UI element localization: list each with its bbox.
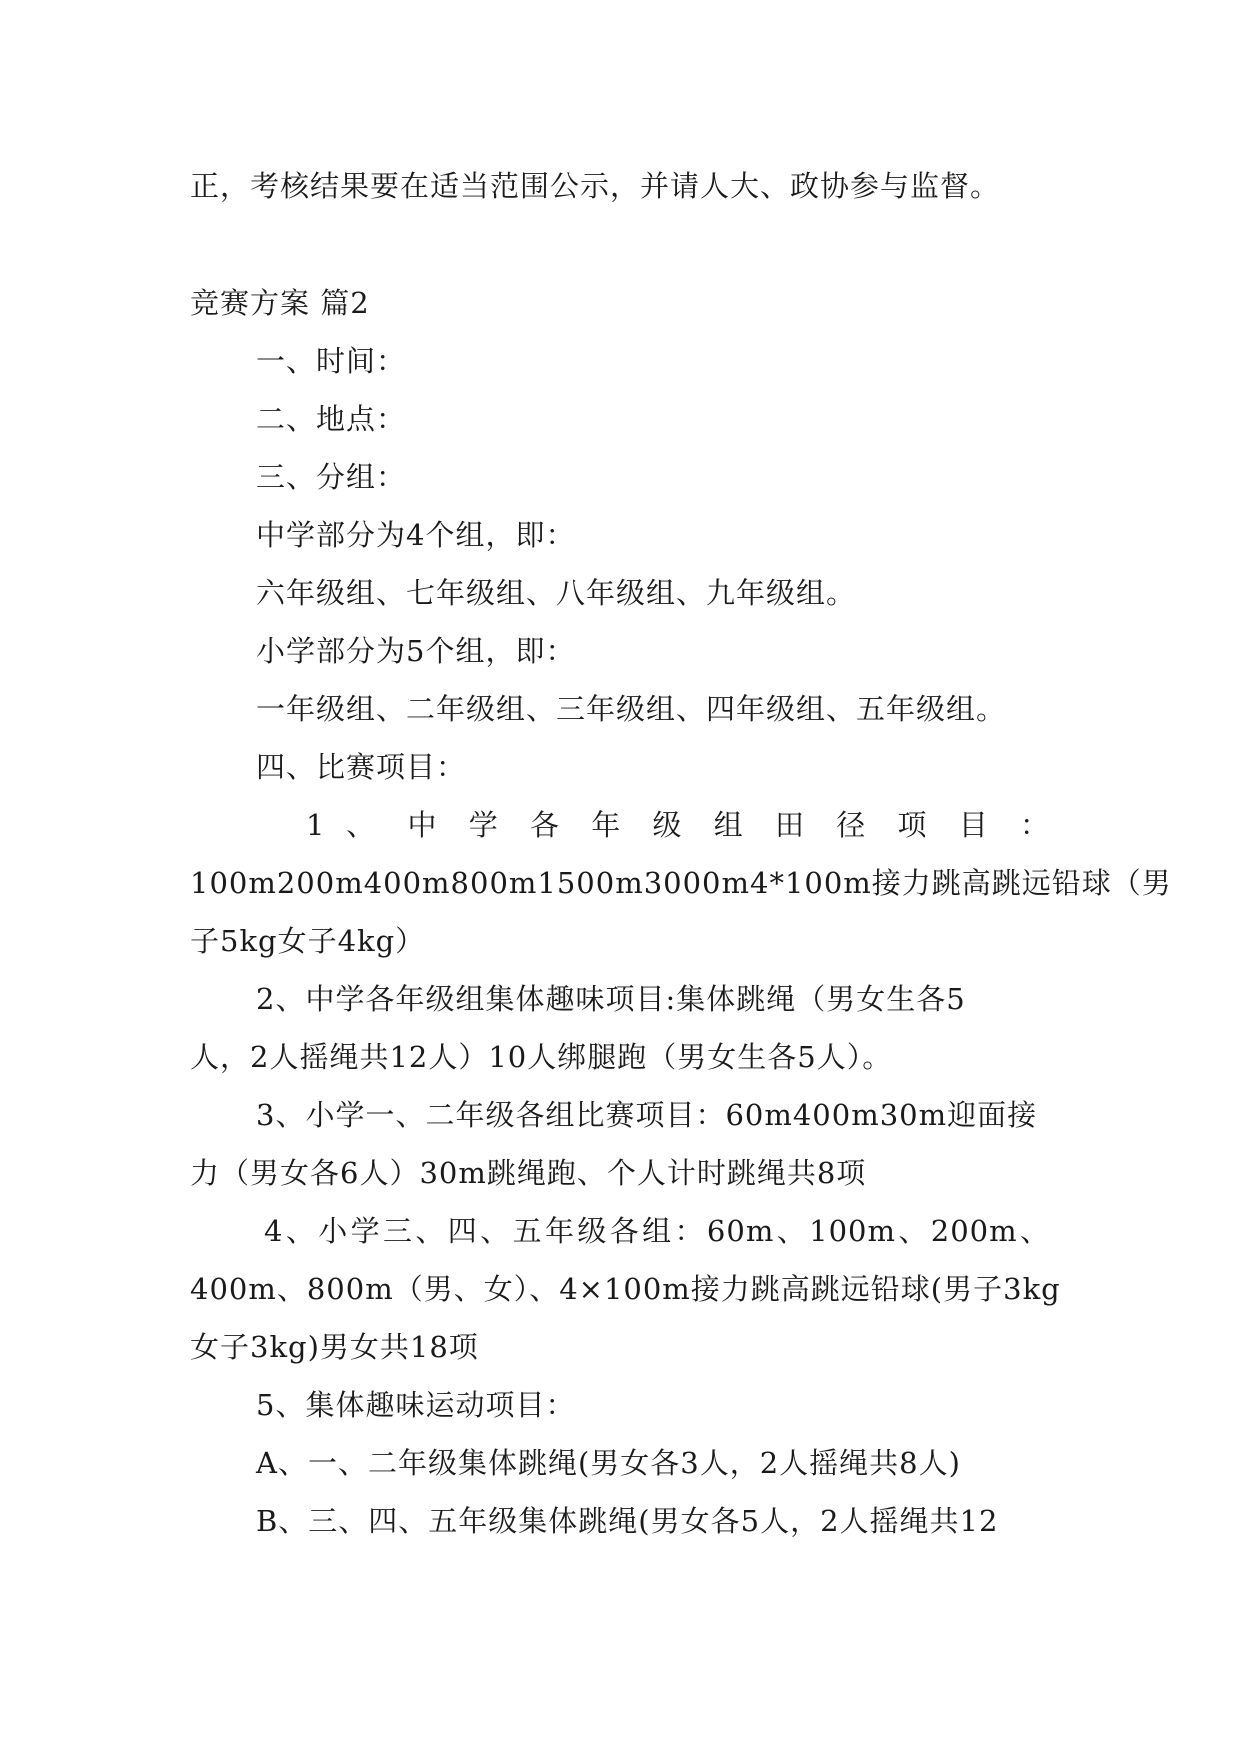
paragraph-line: 4、小学三、四、五年级各组：60m、100m、200m、 (264, 1214, 1050, 1248)
paragraph-line: 一年级组、二年级组、三年级组、四年级组、五年级组。 (256, 692, 1007, 726)
paragraph-line: 3、小学一、二年级各组比赛项目：60m400m30m迎面接 (256, 1098, 1038, 1132)
paragraph-line: 四、比赛项目： (256, 750, 467, 784)
paragraph-line: 400m、800m（男、女）、4×100m接力跳高跳远铅球(男子3kg (190, 1272, 1061, 1306)
paragraph-line: 正，考核结果要在适当范围公示，并请人大、政协参与监督。 (190, 169, 1001, 203)
paragraph-line: A、一、二年级集体跳绳(男女各3人，2人摇绳共8人) (256, 1446, 961, 1480)
paragraph-line: 三、分组： (256, 460, 407, 494)
paragraph-line: 中学部分为4个组，即： (256, 518, 576, 552)
paragraph-line: 一、时间： (256, 344, 407, 378)
paragraph-line: 子5kg女子4kg） (190, 924, 426, 958)
paragraph-line: 100m200m400m800m1500m3000m4*100m接力跳高跳远铅球（男 (190, 866, 1172, 900)
paragraph-line: 1 、 中 学 各 年 级 组 田 径 项 目 ： (306, 808, 1050, 842)
paragraph-line: 2、中学各年级组集体趣味项目:集体跳绳（男女生各5 (256, 982, 966, 1016)
paragraph-line: 女子3kg)男女共18项 (190, 1330, 479, 1364)
paragraph-line: 5、集体趣味运动项目： (256, 1388, 576, 1422)
paragraph-line: B、三、四、五年级集体跳绳(男女各5人，2人摇绳共12 (256, 1504, 999, 1538)
paragraph-line: 六年级组、七年级组、八年级组、九年级组。 (256, 576, 857, 610)
paragraph-line: 二、地点： (256, 402, 407, 436)
paragraph-line: 小学部分为5个组，即： (256, 634, 576, 668)
paragraph-line: 人，2人摇绳共12人）10人绑腿跑（男女生各5人）。 (190, 1040, 893, 1074)
section-heading: 竞赛方案 篇2 (190, 286, 370, 320)
paragraph-line: 力（男女各6人）30m跳绳跑、个人计时跳绳共8项 (190, 1156, 867, 1190)
